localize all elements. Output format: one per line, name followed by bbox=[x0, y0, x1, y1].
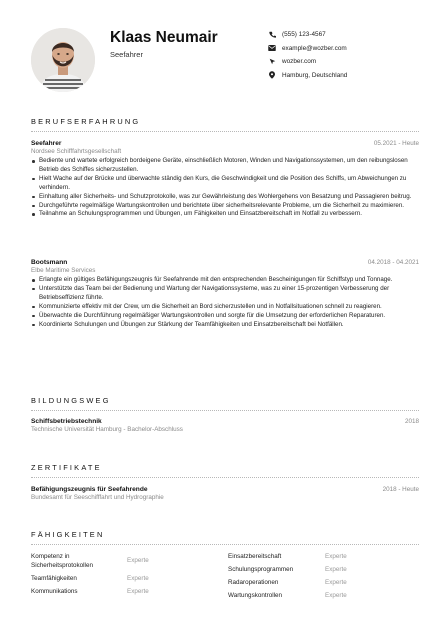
bullet-item: Einhaltung aller Sicherheits- und Schutzprotokolle, was zur Gewährleistung des Wohlergehens von Besatzung und Passagieren beitrug. bbox=[31, 193, 419, 202]
education-title: Schiffsbetriebstechnik bbox=[31, 418, 102, 425]
bullet-item: Erlangte ein gültiges Befähigungszeugnis für Seefahrende mit den entsprechenden Bescheinigungen für Schiffstyp und Tonnage. bbox=[31, 276, 419, 285]
job-date: 04.2018 - 04.2021 bbox=[367, 259, 419, 266]
contact-location bbox=[268, 69, 347, 83]
certificate-entry bbox=[31, 486, 419, 501]
skill-name: Einsatzbereitschaft bbox=[228, 553, 282, 560]
section-title: FÄHIGKEITEN bbox=[31, 530, 105, 539]
education-institution: Technische Universität Hamburg - Bachelor-Abschluss bbox=[31, 426, 183, 433]
skill-level: Experte bbox=[325, 592, 347, 599]
bullet-item: Koordinierte Schulungen und Übungen zur Stärkung der Teamfähigkeiten und Einsatzbereitschaft bei Notfällen. bbox=[31, 321, 419, 330]
skill-name: Schulungsprogrammen bbox=[228, 566, 294, 573]
experience-section bbox=[31, 117, 419, 132]
contact-list bbox=[268, 28, 347, 82]
job-bullets bbox=[31, 157, 419, 219]
skill-name: Radaroperationen bbox=[228, 579, 279, 586]
section-divider bbox=[31, 410, 419, 411]
section-title: BERUFSERFAHRUNG bbox=[31, 117, 141, 126]
job-title: Bootsmann bbox=[31, 259, 68, 266]
experience-entry bbox=[31, 259, 419, 329]
phone-icon bbox=[268, 31, 276, 39]
bullet-item: Kommunizierte effektiv mit der Crew, um die Sicherheit an Bord sicherzustellen und in Notfallsituationen schnell zu reagieren. bbox=[31, 303, 419, 312]
education-section bbox=[31, 396, 419, 411]
certificate-date: 2018 - Heute bbox=[382, 486, 419, 493]
education-entry bbox=[31, 418, 419, 433]
section-title: BILDUNGSWEG bbox=[31, 396, 111, 405]
skills-section bbox=[31, 530, 419, 545]
contact-email[interactable] bbox=[268, 42, 347, 56]
contact-phone-text: (555) 123-4567 bbox=[282, 31, 326, 39]
profile-photo bbox=[31, 28, 95, 92]
resume-header bbox=[0, 0, 448, 110]
job-title: Seefahrer bbox=[31, 140, 62, 147]
skill-name: Teamfähigkeiten bbox=[31, 575, 77, 582]
job-bullets bbox=[31, 276, 419, 329]
skill-name: Kompetenz in Sicherheitsprotokollen bbox=[31, 553, 93, 569]
skill-level: Experte bbox=[127, 575, 149, 582]
portrait-image bbox=[31, 28, 95, 92]
bullet-item: Durchgeführte regelmäßige Wartungskontrollen und berichtete über sicherheitsrelevante Probleme, um die Sicherheit zu maximieren. bbox=[31, 202, 419, 211]
section-divider bbox=[31, 544, 419, 545]
job-company: Elbe Maritime Services bbox=[31, 267, 96, 274]
skill-level: Experte bbox=[127, 588, 149, 595]
certificates-section bbox=[31, 463, 419, 478]
section-divider bbox=[31, 477, 419, 478]
certificate-title: Befähigungszeugnis für Seefahrende bbox=[31, 486, 148, 493]
contact-website-text: wozber.com bbox=[282, 58, 317, 66]
section-divider bbox=[31, 131, 419, 132]
bullet-item: Bediente und wartete erfolgreich bordeigene Geräte, einschließlich Motoren, Winden und Navigationssystemen, um den reibungslosen Betrieb des Schiffes sicherzustellen. bbox=[31, 157, 419, 175]
experience-entry bbox=[31, 140, 419, 219]
skill-name: Wartungskontrollen bbox=[228, 592, 283, 599]
job-date: 05.2021 - Heute bbox=[373, 140, 419, 147]
bullet-item: Unterstützte das Team bei der Bedienung und Wartung der Navigationssysteme, was zu einer 15-prozentigen Verbesserung der Betriebseffizienz führte. bbox=[31, 285, 419, 303]
location-pin-icon bbox=[268, 71, 276, 79]
contact-phone[interactable] bbox=[268, 28, 347, 42]
skill-level: Experte bbox=[127, 557, 149, 564]
contact-website[interactable] bbox=[268, 55, 347, 69]
bullet-item: Überwachte die Durchführung regelmäßiger Wartungskontrollen und sorgte für die Umsetzung der erforderlichen Reparaturen. bbox=[31, 312, 419, 321]
skill-name: Kommunikations bbox=[31, 588, 78, 595]
skill-level: Experte bbox=[325, 566, 347, 573]
link-icon bbox=[268, 58, 276, 66]
job-company: Nordsee Schifffahrtsgesellschaft bbox=[31, 148, 122, 155]
education-date: 2018 bbox=[404, 418, 419, 425]
email-icon bbox=[268, 44, 276, 52]
candidate-name: Klaas Neumair bbox=[110, 29, 218, 46]
skill-level: Experte bbox=[325, 553, 347, 560]
bullet-item: Hielt Wache auf der Brücke und überwachte ständig den Kurs, die Geschwindigkeit und die Position des Schiffs, um Abweichungen zu verhindern. bbox=[31, 175, 419, 193]
contact-location-text: Hamburg, Deutschland bbox=[282, 71, 348, 79]
bullet-item: Teilnahme an Schulungsprogrammen und Übungen, um Fähigkeiten und Einsatzbereitschaft im Notfall zu verbessern. bbox=[31, 210, 419, 219]
candidate-role: Seefahrer bbox=[110, 50, 143, 59]
section-title: ZERTIFIKATE bbox=[31, 463, 102, 472]
contact-email-text: example@wozber.com bbox=[282, 44, 347, 52]
skill-level: Experte bbox=[325, 579, 347, 586]
certificate-issuer: Bundesamt für Seeschifffahrt und Hydrographie bbox=[31, 494, 164, 501]
